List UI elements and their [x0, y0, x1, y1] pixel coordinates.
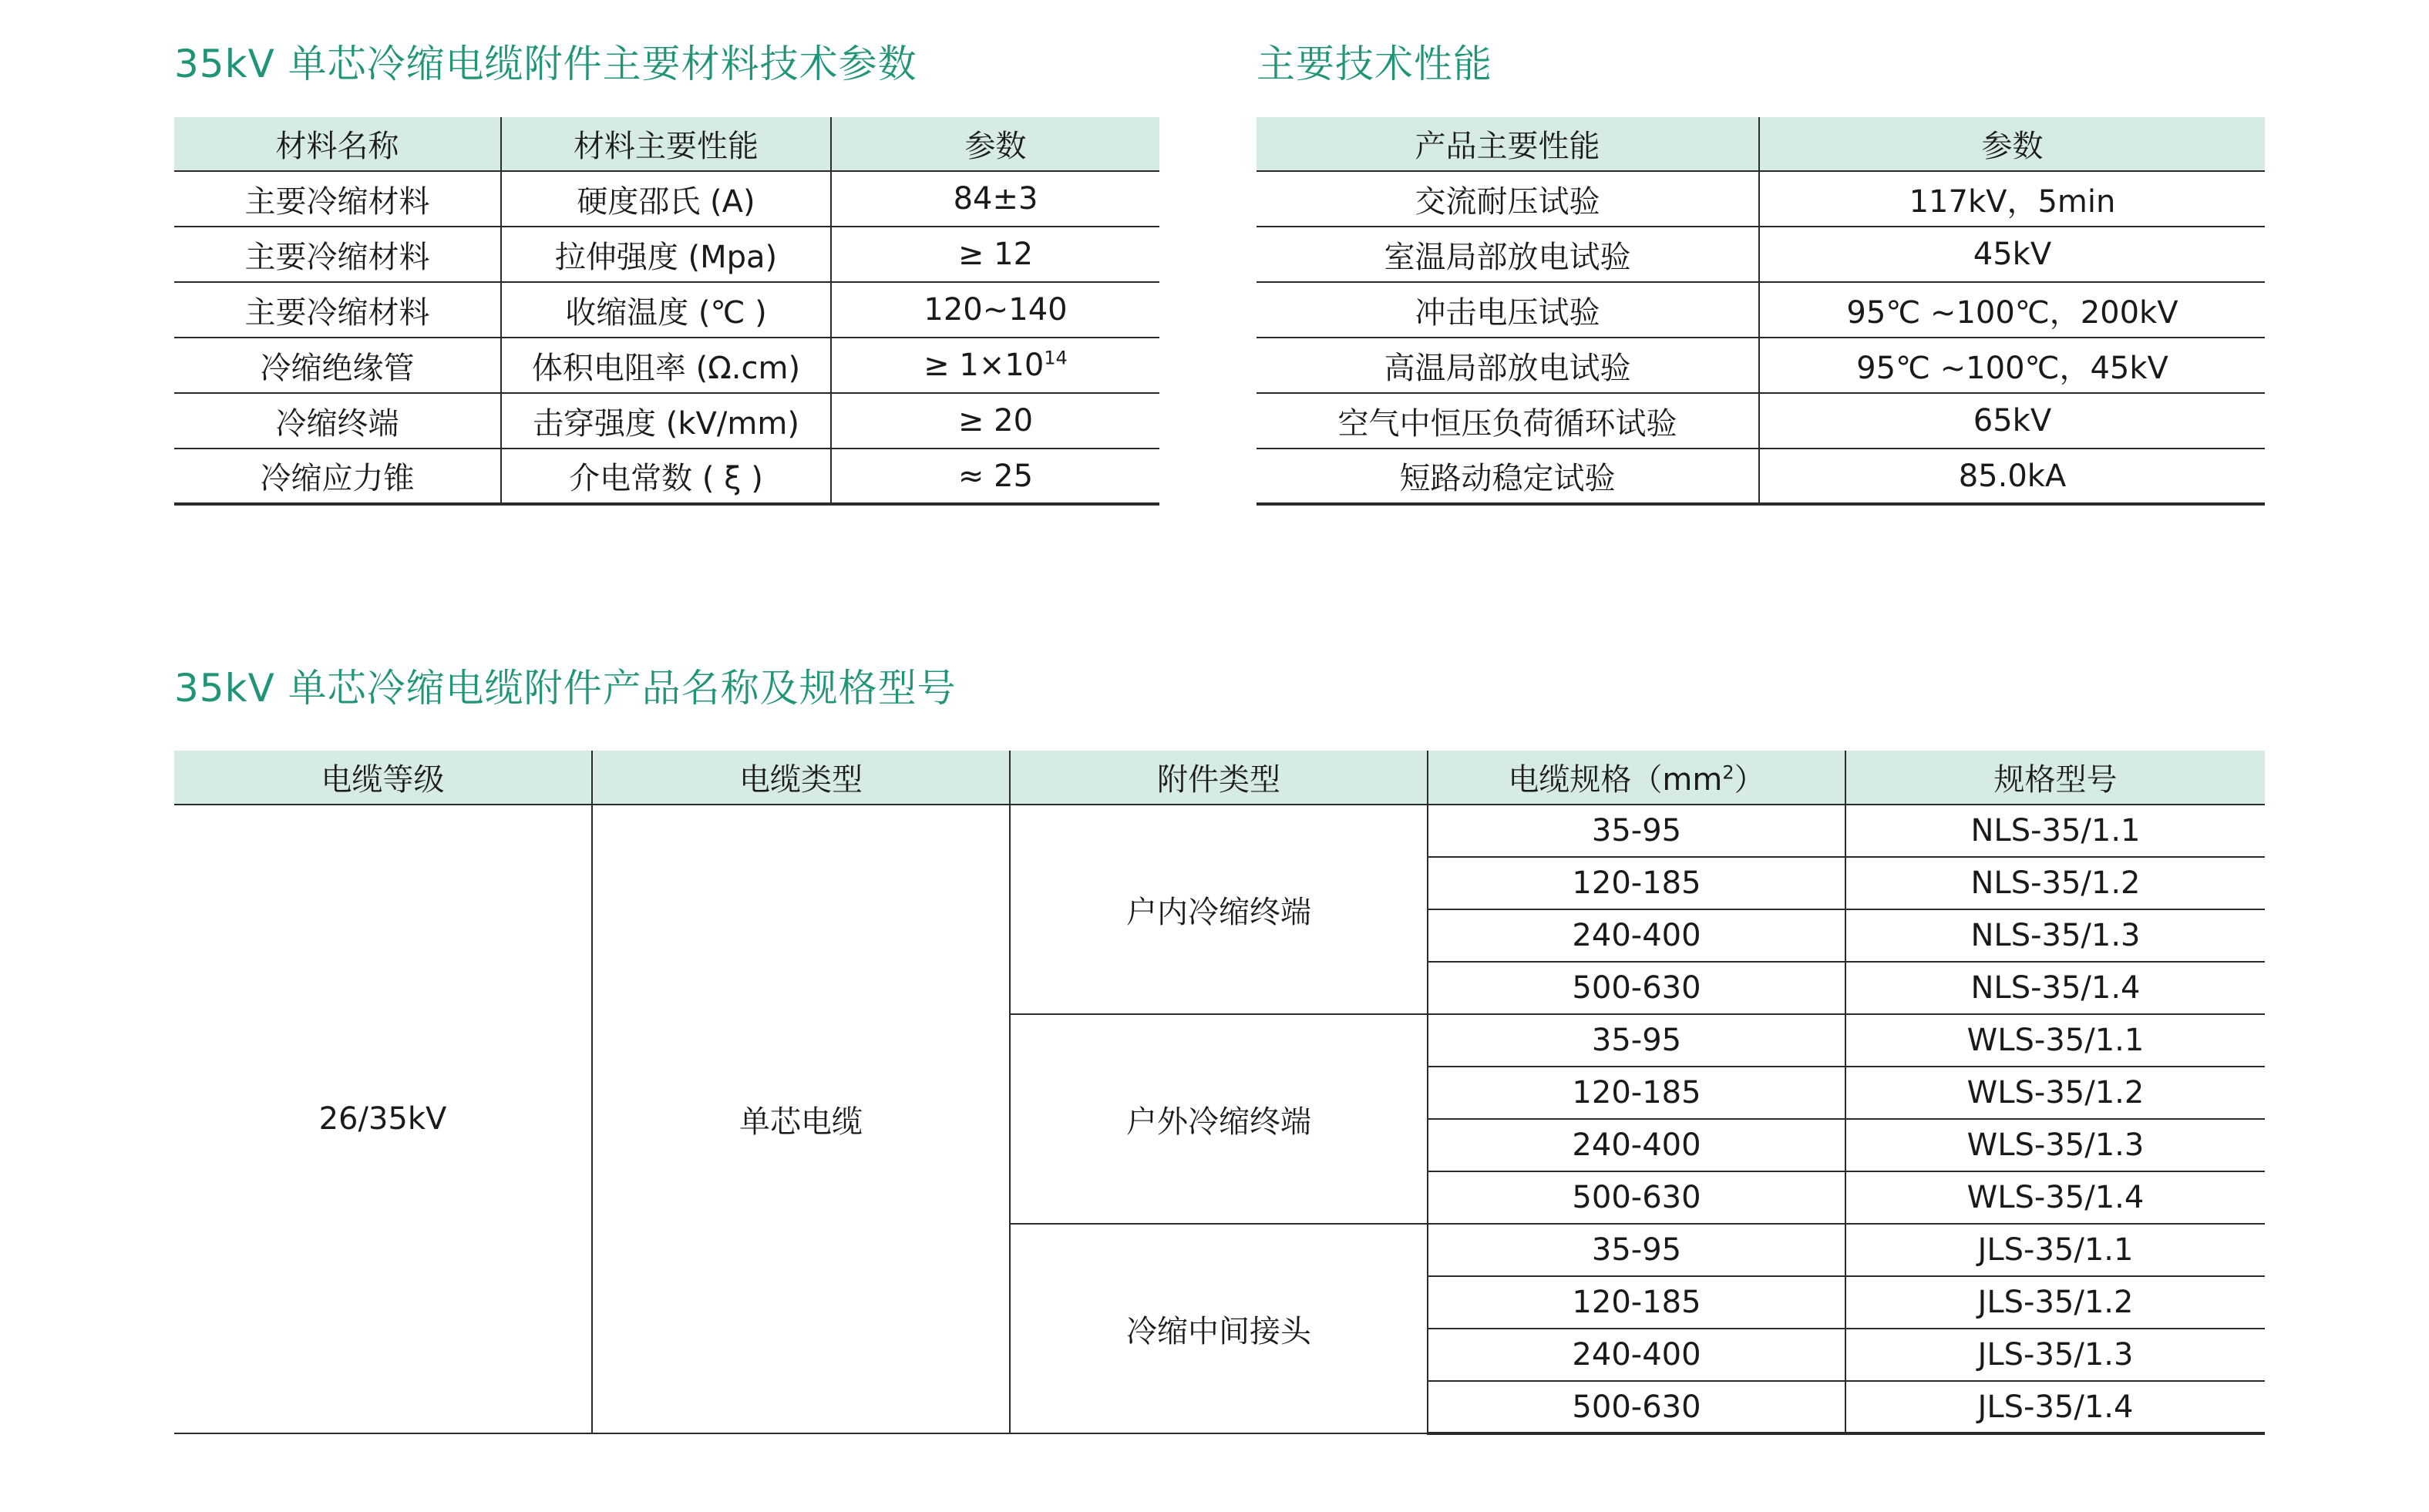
material-name: 冷缩终端 — [174, 393, 501, 449]
cable-spec: 240-400 — [1428, 1329, 1845, 1381]
table-row — [1257, 393, 2265, 449]
table-row — [1257, 449, 2265, 504]
table-row — [174, 805, 2265, 857]
table-row — [174, 393, 1159, 449]
material-property: 介电常数 ( ξ ) — [501, 449, 831, 504]
table-row — [1257, 171, 2265, 227]
model-number: WLS-35/1.4 — [1845, 1171, 2265, 1224]
material-value-text: 84±3 — [953, 181, 1038, 217]
material-value — [831, 282, 1159, 338]
products-header-model: 规格型号 — [1845, 751, 2265, 805]
accessory-type: 户外冷缩终端 — [1010, 1014, 1428, 1224]
table-row — [1257, 282, 2265, 338]
model-number: NLS-35/1.2 — [1845, 857, 2265, 909]
model-number: NLS-35/1.3 — [1845, 909, 2265, 962]
cable-spec: 240-400 — [1428, 1119, 1845, 1171]
model-number: JLS-35/1.1 — [1845, 1224, 2265, 1276]
products-header-level: 电缆等级 — [174, 751, 592, 805]
cable-type: 单芯电缆 — [592, 805, 1010, 1433]
accessory-type: 户内冷缩终端 — [1010, 805, 1428, 1014]
products-table — [174, 751, 2265, 1435]
performance-name: 短路动稳定试验 — [1257, 449, 1759, 504]
material-name: 主要冷缩材料 — [174, 282, 501, 338]
performance-value: 95℃ ~100℃，200kV — [1759, 282, 2265, 338]
products-header-accessory: 附件类型 — [1010, 751, 1428, 805]
cable-spec: 120-185 — [1428, 857, 1845, 909]
material-name: 冷缩绝缘管 — [174, 338, 501, 393]
cable-spec: 35-95 — [1428, 1224, 1845, 1276]
model-number: NLS-35/1.4 — [1845, 962, 2265, 1014]
cable-spec: 240-400 — [1428, 909, 1845, 962]
cable-spec: 35-95 — [1428, 805, 1845, 857]
products-header-type: 电缆类型 — [592, 751, 1010, 805]
cable-spec: 500-630 — [1428, 1171, 1845, 1224]
materials-header-row — [174, 117, 1159, 171]
materials-section-title: 35kV 单芯冷缩电缆附件主要材料技术参数 — [174, 42, 917, 86]
model-number: WLS-35/1.2 — [1845, 1067, 2265, 1119]
material-property: 拉伸强度 (Mpa) — [501, 227, 831, 282]
material-name: 主要冷缩材料 — [174, 227, 501, 282]
products-header-spec-text: 电缆规格（mm — [1508, 762, 1723, 798]
products-header-spec — [1428, 751, 1845, 805]
material-property: 硬度邵氏 (A) — [501, 171, 831, 227]
table-row — [174, 449, 1159, 504]
performance-header-value: 参数 — [1759, 117, 2265, 171]
model-number: JLS-35/1.4 — [1845, 1381, 2265, 1433]
material-property: 收缩温度 (℃ ) — [501, 282, 831, 338]
material-property: 体积电阻率 (Ω.cm) — [501, 338, 831, 393]
performance-value: 117kV，5min — [1759, 171, 2265, 227]
table-row — [174, 282, 1159, 338]
material-value — [831, 227, 1159, 282]
model-number: JLS-35/1.3 — [1845, 1329, 2265, 1381]
products-section-title: 35kV 单芯冷缩电缆附件产品名称及规格型号 — [174, 666, 957, 711]
cable-spec: 120-185 — [1428, 1276, 1845, 1329]
table-row — [174, 171, 1159, 227]
performance-name: 交流耐压试验 — [1257, 171, 1759, 227]
material-value-text: 120~140 — [923, 292, 1068, 328]
material-property: 击穿强度 (kV/mm) — [501, 393, 831, 449]
model-number: WLS-35/1.1 — [1845, 1014, 2265, 1067]
performance-value: 45kV — [1759, 227, 2265, 282]
cable-spec: 35-95 — [1428, 1014, 1845, 1067]
accessory-type: 冷缩中间接头 — [1010, 1224, 1428, 1433]
performance-name: 空气中恒压负荷循环试验 — [1257, 393, 1759, 449]
material-name: 冷缩应力锥 — [174, 449, 501, 504]
material-value-text: ≈ 25 — [957, 458, 1034, 494]
performance-name: 冲击电压试验 — [1257, 282, 1759, 338]
performance-name: 高温局部放电试验 — [1257, 338, 1759, 393]
performance-name: 室温局部放电试验 — [1257, 227, 1759, 282]
performance-header-row — [1257, 117, 2265, 171]
performance-section-title: 主要技术性能 — [1257, 42, 1492, 86]
table-row — [1257, 227, 2265, 282]
products-header-spec-close: ） — [1734, 762, 1765, 798]
materials-table — [174, 117, 1159, 506]
material-value — [831, 449, 1159, 504]
cable-spec: 120-185 — [1428, 1067, 1845, 1119]
performance-value: 65kV — [1759, 393, 2265, 449]
table-row — [174, 227, 1159, 282]
products-header-spec-exponent: 2 — [1722, 761, 1734, 784]
material-value-text: ≥ 12 — [957, 237, 1034, 272]
products-header-row — [174, 751, 2265, 805]
material-value — [831, 393, 1159, 449]
performance-value: 95℃ ~100℃，45kV — [1759, 338, 2265, 393]
table-row — [1257, 338, 2265, 393]
material-value-text: ≥ 20 — [957, 403, 1034, 438]
table-row — [174, 338, 1159, 393]
cable-spec: 500-630 — [1428, 962, 1845, 1014]
model-number: WLS-35/1.3 — [1845, 1119, 2265, 1171]
model-number: JLS-35/1.2 — [1845, 1276, 2265, 1329]
performance-value: 85.0kA — [1759, 449, 2265, 504]
material-value — [831, 338, 1159, 393]
materials-header-value: 参数 — [831, 117, 1159, 171]
materials-header-property: 材料主要性能 — [501, 117, 831, 171]
material-name: 主要冷缩材料 — [174, 171, 501, 227]
materials-header-name: 材料名称 — [174, 117, 501, 171]
model-number: NLS-35/1.1 — [1845, 805, 2265, 857]
material-value-text: ≥ 1×10 — [923, 348, 1045, 383]
material-value — [831, 171, 1159, 227]
cable-level: 26/35kV — [174, 805, 592, 1433]
material-value-exponent: 14 — [1044, 347, 1068, 369]
cable-spec: 500-630 — [1428, 1381, 1845, 1433]
performance-table — [1257, 117, 2265, 506]
performance-header-name: 产品主要性能 — [1257, 117, 1759, 171]
